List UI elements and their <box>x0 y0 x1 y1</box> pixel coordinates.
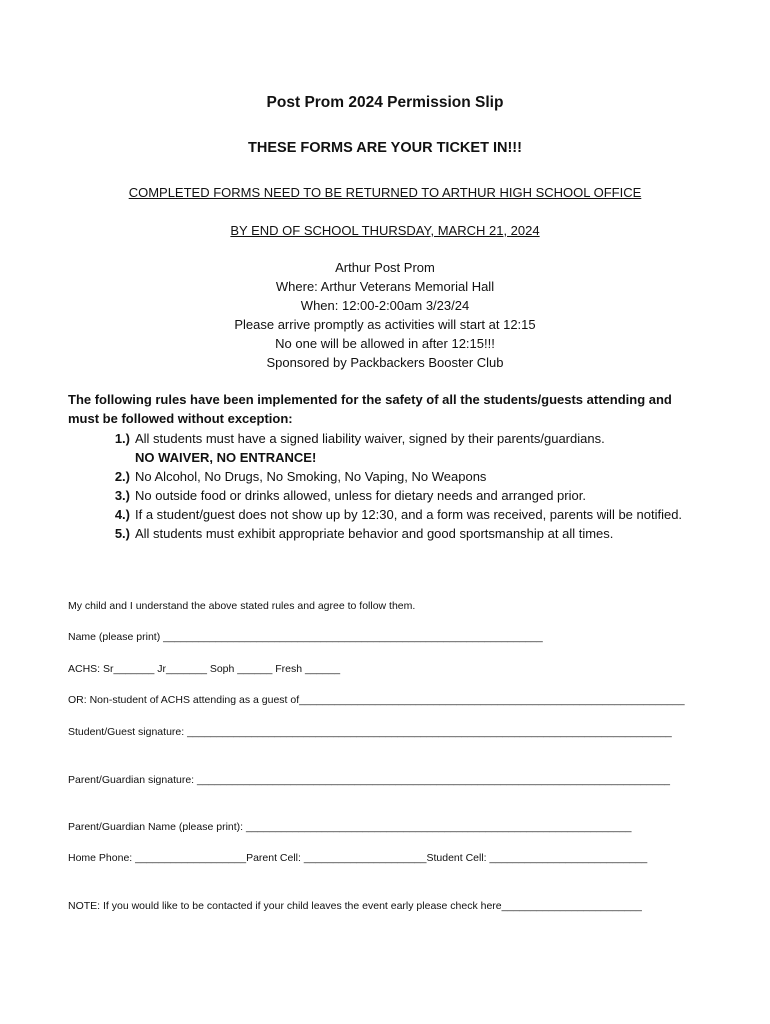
rule-item <box>68 429 688 467</box>
deadline-text: COMPLETED FORMS NEED TO BE RETURNED TO ARTHUR HIGH SCHOOL OFFICE <box>128 185 642 200</box>
event-late-note: No one will be allowed in after 12:15!!! <box>275 336 495 351</box>
guest-of-field[interactable]: OR: Non-student of ACHS attending as a guest of__________________________________________________________________ <box>68 694 685 706</box>
rule-number: 4.) <box>114 507 130 522</box>
rule-emphasis: NO WAIVER, NO ENTRANCE! <box>135 450 317 465</box>
rule-text: No outside food or drinks allowed, unless for dietary needs and arranged prior. <box>135 488 586 503</box>
event-arrival-note: Please arrive promptly as activities will start at 12:15 <box>234 317 536 332</box>
rule-text: No Alcohol, No Drugs, No Smoking, No Vaping, No Weapons <box>135 469 487 484</box>
rule-text <box>135 429 688 467</box>
rules-list <box>68 429 688 543</box>
page-subtitle: THESE FORMS ARE YOUR TICKET IN!!! <box>248 140 522 156</box>
rule-item <box>68 505 688 524</box>
rule-number: 1.) <box>114 431 130 446</box>
parent-name-field[interactable]: Parent/Guardian Name (please print): __________________________________________________________________ <box>68 821 632 833</box>
class-year-field[interactable]: ACHS: Sr_______ Jr_______ Soph ______ Fresh ______ <box>68 663 341 675</box>
early-leave-note-field[interactable]: NOTE: If you would like to be contacted if your child leaves the event early please check here________________________ <box>68 900 642 912</box>
agreement-statement: My child and I understand the above stated rules and agree to follow them. <box>68 600 416 612</box>
event-when: When: 12:00-2:00am 3/23/24 <box>300 298 470 313</box>
page-title: Post Prom 2024 Permission Slip <box>266 94 504 111</box>
name-field[interactable]: Name (please print) _________________________________________________________________ <box>68 631 543 643</box>
event-info <box>0 258 770 372</box>
date-text: BY END OF SCHOOL THURSDAY, MARCH 21, 2024 <box>230 223 540 238</box>
event-sponsor: Sponsored by Packbackers Booster Club <box>266 355 504 370</box>
rule-number: 3.) <box>114 488 130 503</box>
parent-signature-field[interactable]: Parent/Guardian signature: _________________________________________________________________________________ <box>68 774 671 786</box>
phone-fields[interactable]: Home Phone: ___________________Parent Cell: _____________________Student Cell: ___________________________ <box>68 852 648 864</box>
rules-intro: The following rules have been implemented for the safety of all the students/guests attending and must be followed without exception: <box>68 392 672 426</box>
rule-number: 2.) <box>114 469 130 484</box>
rule-text-main: All students must have a signed liability waiver, signed by their parents/guardians. <box>135 431 605 446</box>
rule-item <box>68 524 688 543</box>
student-signature-field[interactable]: Student/Guest signature: ___________________________________________________________________________________ <box>68 726 672 738</box>
rule-text: If a student/guest does not show up by 12:30, and a form was received, parents will be notified. <box>135 507 683 522</box>
event-where: Where: Arthur Veterans Memorial Hall <box>275 279 495 294</box>
deadline-line <box>0 184 770 202</box>
rule-item <box>68 486 688 505</box>
event-name: Arthur Post Prom <box>335 260 435 275</box>
rule-number: 5.) <box>114 526 130 541</box>
rule-item <box>68 467 688 486</box>
rule-text: All students must exhibit appropriate behavior and good sportsmanship at all times. <box>135 526 614 541</box>
date-line <box>0 222 770 240</box>
